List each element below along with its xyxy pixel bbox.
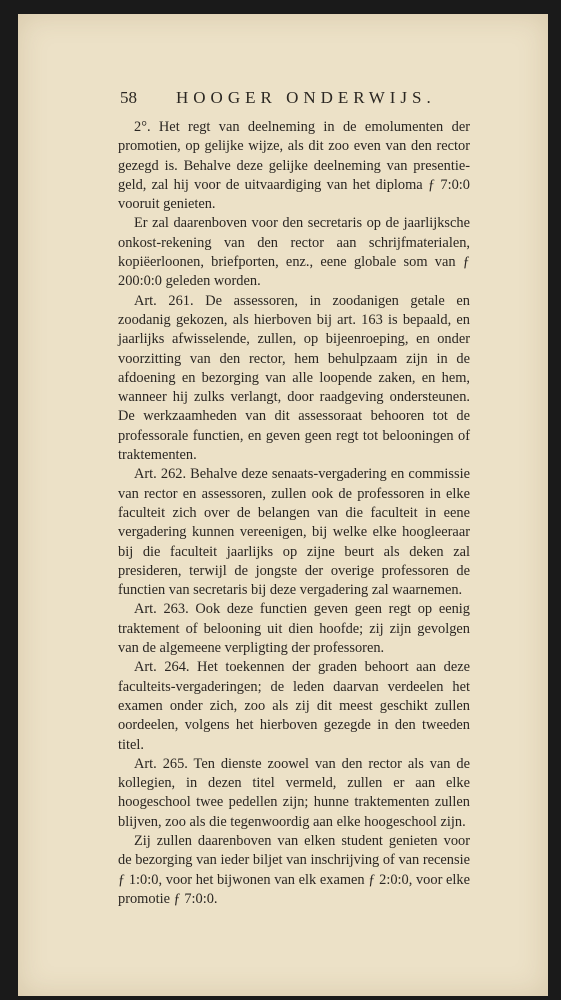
page-number: 58	[120, 88, 137, 107]
running-title: HOOGER ONDERWIJS.	[176, 88, 436, 107]
paragraph: Art. 263. Ook deze functien geven geen regt op eenig traktement of belooning uit dien hoofde; zij zijn gevolgen van de algemeene verpligting der professoren.	[118, 601, 470, 657]
paragraph: Er zal daarenboven voor den secretaris op de jaarlijksche onkost-rekening van den rector aan schrijfmaterialen, kopiëerloonen, briefporten, enz., eene globale som van ƒ 200:0:0 geleden worden.	[118, 215, 470, 290]
paragraph: Art. 261. De assessoren, in zoodanigen getale en zoodanig gekozen, als hierboven bij art. 163 is bepaald, en jaarlijks afwisselende, zullen, op bijeenroeping, en onder voorzitting van den rector, hem behulpzaam zijn in de afdoening en bezorging van alle loopende zaken, en hem, wanneer hij zulks verlangt, door raadgeving ondersteunen. De werkzaamheden van dit assessoraat behooren tot de professorale functien, en geven geen regt tot belooningen of traktementen.	[118, 292, 470, 464]
paragraph: 2°. Het regt van deelneming in de emolumenten der promotien, op gelijke wijze, als dit zoo even van den rector gezegd is. Behalve deze gelijke deelneming van presentie-geld, zal hij voor de uitvaardiging van het diploma ƒ 7:0:0 vooruit genieten.	[118, 119, 470, 213]
paragraph: Zij zullen daarenboven van elken student genieten voor de bezorging van ieder biljet van inschrijving of van recensie ƒ 1:0:0, voor het bijwonen van elk examen ƒ 2:0:0, voor elke promotie ƒ 7:0:0.	[118, 832, 470, 907]
body-text	[118, 118, 470, 909]
paragraph: Art. 265. Ten dienste zoowel van den rector als van de kollegien, in dezen titel vermeld, zullen er aan elke hoogeschool twee pedellen zijn; hunne traktementen zullen blijven, zoo als die tegenwoordig aan elke hoogeschool zijn.	[118, 755, 470, 830]
paragraph: Art. 264. Het toekennen der graden behoort aan deze faculteits-vergaderingen; de leden daarvan verdeelen het examen onder zich, zoo als zij dit meest geschikt zullen oordeelen, volgens het hierboven gezegde in den tweeden titel.	[118, 659, 470, 753]
paragraph: Art. 262. Behalve deze senaats-vergadering en commissie van rector en assessoren, zullen ook de professoren in elke faculteit zich over de belangen van die faculteit in eene vergadering kunnen vereenigen, bij welke elke hoogleeraar bij die faculteit jaarlijks op zijne beurt als deken zal presideren, terwijl de jongste der overige professoren de functien van secretaris bij deze vergadering zal waarnemen.	[118, 466, 470, 599]
page-header	[120, 88, 480, 112]
